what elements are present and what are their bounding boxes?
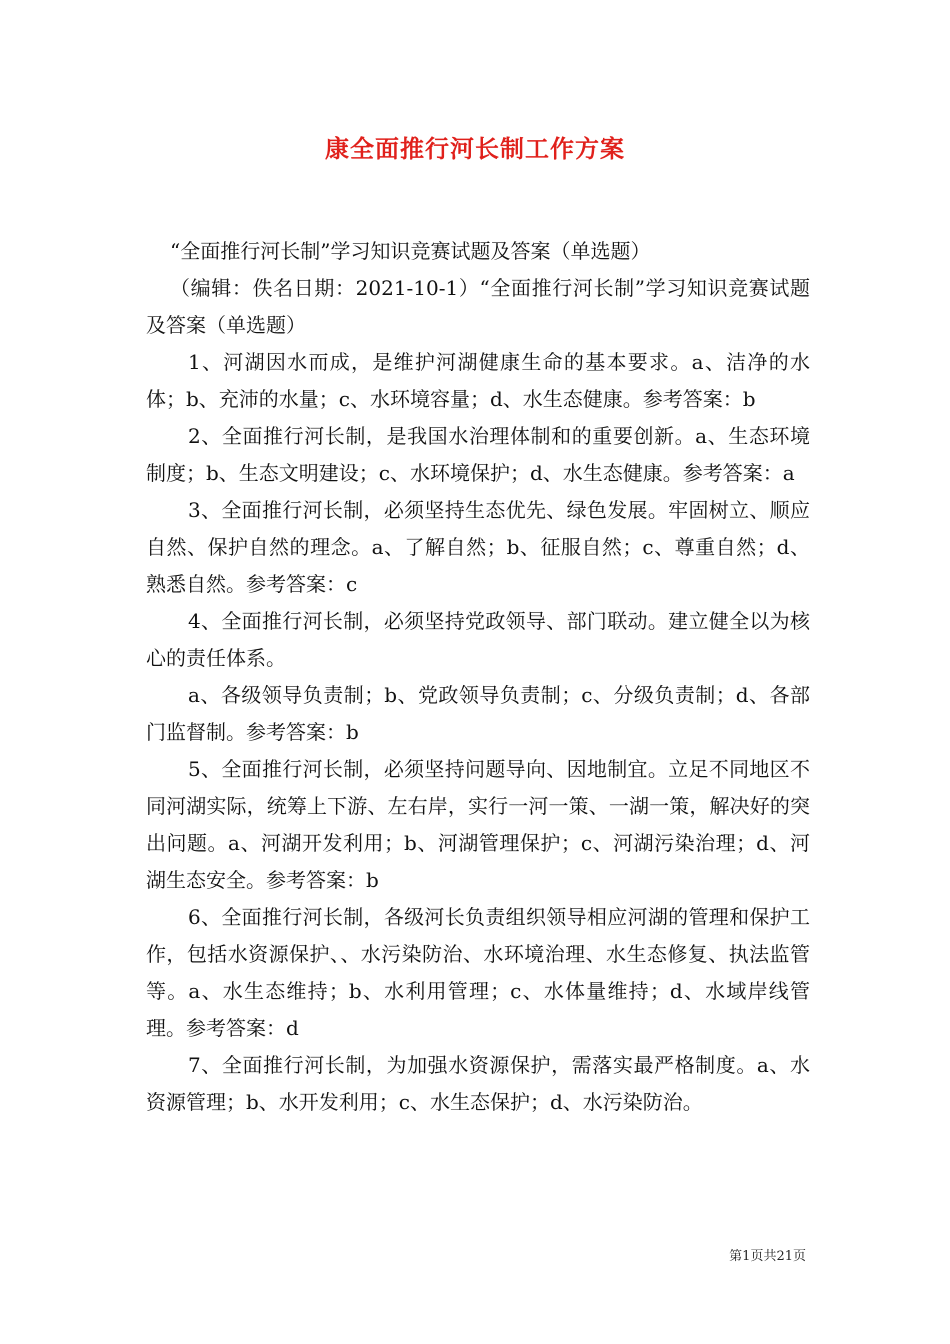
question-3: 3、全面推行河长制，必须坚持生态优先、绿色发展。牢固树立、顺应自然、保护自然的理念。a、了解自然；b、征服自然；c、尊重自然；d、熟悉自然。参考答案：c: [146, 498, 810, 596]
question-2: 2、全面推行河长制，是我国水治理体制和的重要创新。a、生态环境制度；b、生态文明建设；c、水环境保护；d、水生态健康。参考答案：a: [146, 424, 810, 485]
paragraph-editor-info: （编辑：佚名日期：2021-10-1）“全面推行河长制”学习知识竞赛试题及答案（单选题）: [146, 276, 810, 337]
page-number: 第1页共21页: [729, 1249, 806, 1264]
question-7: 7、全面推行河长制，为加强水资源保护，需落实最严格制度。a、水资源管理；b、水开发利用；c、水生态保护；d、水污染防治。: [146, 1053, 810, 1114]
question-4-options: a、各级领导负责制；b、党政领导负责制；c、分级负责制；d、各部门监督制。参考答案：b: [146, 683, 810, 744]
document-body: [146, 233, 810, 1121]
question-4: 4、全面推行河长制，必须坚持党政领导、部门联动。建立健全以为核心的责任体系。: [146, 609, 810, 670]
question-6: 6、全面推行河长制，各级河长负责组织领导相应河湖的管理和保护工作，包括水资源保护、、水污染防治、水环境治理、水生态修复、执法监管等。a、水生态维持；b、水利用管理；c、水体量维持；d、水域岸线管理。参考答案：d: [146, 905, 810, 1040]
question-1: 1、河湖因水而成，是维护河湖健康生命的基本要求。a、洁净的水体；b、充沛的水量；c、水环境容量；d、水生态健康。参考答案：b: [146, 350, 810, 411]
document-title: 康全面推行河长制工作方案: [325, 135, 625, 163]
question-5: 5、全面推行河长制，必须坚持问题导向、因地制宜。立足不同地区不同河湖实际，统筹上下游、左右岸，实行一河一策、一湖一策，解决好的突出问题。a、河湖开发利用；b、河湖管理保护；c、河湖污染治理；d、河湖生态安全。参考答案：b: [146, 757, 810, 892]
paragraph-subtitle: “全面推行河长制”学习知识竞赛试题及答案（单选题）: [170, 239, 651, 263]
